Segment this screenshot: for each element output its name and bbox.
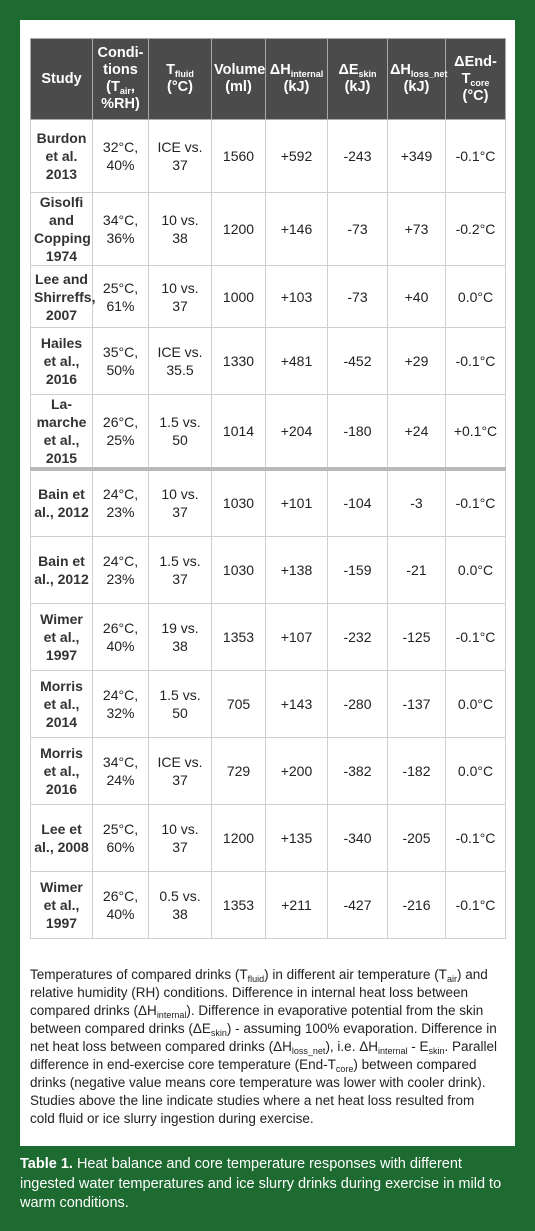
cell-study-line: Lee and — [35, 270, 88, 287]
cell-dh-internal: +592 — [266, 120, 328, 193]
cell-study-line: Copping — [34, 230, 91, 246]
cell-dend-tcore: 0.0°C — [446, 670, 506, 737]
cell-study-line: al., 2008 — [34, 838, 89, 855]
cell-study-line: et al., — [43, 896, 80, 913]
table-row — [31, 193, 506, 266]
cell-volume: 1353 — [212, 871, 266, 938]
cell-study-line: La- — [51, 396, 72, 412]
cell-tfluid-line: 10 vs. 37 — [161, 279, 199, 314]
cell-conditions-line: 40% — [106, 905, 135, 922]
cell-volume: 1014 — [212, 395, 266, 470]
cell-dh-loss-net: -137 — [388, 670, 446, 737]
cell-tfluid — [149, 670, 212, 737]
header-de-skin: $\Delta E_{skin}$ (kJ) — [328, 39, 388, 120]
cell-tfluid — [149, 266, 212, 328]
cell-dh-internal: +135 — [266, 804, 328, 871]
cell-conditions-line: 23% — [106, 570, 135, 587]
header-tfluid: $T_{fluid}$ (°C) — [149, 39, 212, 120]
cell-study — [31, 670, 93, 737]
cell-dend-tcore: -0.2°C — [446, 193, 506, 266]
cell-study — [31, 469, 93, 536]
note-subscript: internal — [377, 1046, 408, 1056]
cell-study-line: Bain et — [38, 552, 85, 569]
cell-conditions-line: 25% — [106, 432, 135, 448]
cell-tfluid — [149, 804, 212, 871]
cell-conditions-line: 61% — [106, 297, 135, 314]
cell-conditions-line: 24% — [106, 771, 135, 788]
cell-volume: 1353 — [212, 603, 266, 670]
note-text: ) between compared drinks (negative value means core temperature was lower with cooler drink). Studies above the line indicate studies where a net heat loss resulted from cold fluid or ice slurry ingestion during exercise. — [30, 1057, 486, 1126]
cell-study — [31, 603, 93, 670]
note-text: ) and relative humidity (RH) conditions. Difference in internal heat loss between compared drinks (ΔH — [30, 967, 488, 1018]
cell-dh-loss-net: +73 — [388, 193, 446, 266]
cell-study-line: al., 2012 — [34, 570, 89, 587]
cell-study-line: Hailes — [40, 335, 83, 351]
cell-conditions — [93, 266, 149, 328]
cell-tfluid — [149, 536, 212, 603]
cell-study-line: Morris — [40, 677, 83, 694]
table-row — [31, 603, 506, 670]
cell-conditions-line: 60% — [106, 838, 135, 855]
note-text: Temperatures of compared drinks (T — [30, 967, 248, 982]
cell-tfluid-line: 35.5 — [166, 362, 194, 378]
cell-study — [31, 871, 93, 938]
cell-de-skin: -382 — [328, 737, 388, 804]
cell-conditions-line: 26°C, — [102, 414, 139, 430]
cell-study-line: Gisolfi — [39, 194, 84, 210]
cell-study-line: and — [49, 212, 74, 228]
cell-conditions-line: 40% — [106, 157, 135, 173]
cell-study-line: et al., — [43, 628, 80, 645]
cell-study-line: et al. — [45, 148, 78, 164]
cell-study-line: 2015 — [45, 450, 78, 466]
cell-tfluid — [149, 120, 212, 193]
header-study: Study — [31, 39, 93, 120]
note-subscript: fluid — [247, 974, 265, 984]
table-row — [31, 804, 506, 871]
cell-study — [31, 266, 96, 328]
cell-volume: 705 — [212, 670, 266, 737]
cell-dend-tcore: 0.0°C — [446, 737, 506, 804]
header-dend-tcore: ΔEnd- $T_{core}$ (°C) — [446, 39, 506, 120]
cell-study — [31, 328, 93, 395]
table-row — [31, 737, 506, 804]
note-text: ) - assuming 100% evaporation. Difference in net heat loss between compared drinks (ΔH — [30, 1021, 497, 1054]
cell-tfluid — [149, 395, 212, 470]
cell-dh-internal: +101 — [266, 469, 328, 536]
table-row — [31, 328, 506, 395]
note-text: ), i.e. ΔH — [325, 1039, 378, 1054]
cell-study-line: 2016 — [45, 780, 78, 797]
cell-conditions-line: 26°C, — [102, 887, 139, 904]
cell-dh-internal: +481 — [266, 328, 328, 395]
cell-volume: 1030 — [212, 536, 266, 603]
note-subscript: skin — [210, 1028, 227, 1038]
cell-conditions-line: 50% — [106, 362, 135, 378]
cell-study-line: Morris — [40, 744, 83, 761]
cell-dh-internal: +204 — [266, 395, 328, 470]
cell-study-line: Bain et — [38, 486, 85, 503]
cell-dend-tcore: -0.1°C — [446, 120, 506, 193]
cell-tfluid-line: 10 vs. 38 — [161, 212, 199, 246]
cell-conditions — [93, 670, 149, 737]
note-text: . Parallel difference in end-exercise core temperature (End-T — [30, 1039, 498, 1072]
cell-conditions-line: 32% — [106, 704, 135, 721]
cell-conditions-line: 23% — [106, 504, 135, 521]
cell-de-skin: -73 — [328, 193, 388, 266]
cell-tfluid — [149, 603, 212, 670]
cell-volume: 729 — [212, 737, 266, 804]
caption-label: Table 1. — [20, 1156, 73, 1172]
cell-conditions — [93, 193, 149, 266]
cell-dend-tcore: 0.0°C — [446, 266, 506, 328]
cell-de-skin: -180 — [328, 395, 388, 470]
cell-study — [31, 193, 93, 266]
cell-study-line: al., 2012 — [34, 504, 89, 521]
cell-de-skin: -159 — [328, 536, 388, 603]
cell-dend-tcore: -0.1°C — [446, 469, 506, 536]
cell-tfluid-line: 1.5 vs. 50 — [159, 686, 201, 721]
cell-study — [31, 120, 93, 193]
cell-dh-internal: +138 — [266, 536, 328, 603]
cell-study-line: et al., — [43, 353, 80, 369]
cell-dh-loss-net: -125 — [388, 603, 446, 670]
cell-study-line: 2007 — [45, 306, 78, 323]
cell-dh-internal: +107 — [266, 603, 328, 670]
cell-study-line: Burdon — [36, 130, 87, 146]
table-row — [31, 670, 506, 737]
cell-study — [31, 804, 93, 871]
cell-volume: 1330 — [212, 328, 266, 395]
note-text: ) in different air temperature (T — [264, 967, 447, 982]
cell-conditions — [93, 328, 149, 395]
cell-study-line: et al., — [43, 695, 80, 712]
cell-study-line: 2013 — [45, 166, 78, 182]
header-dh-internal: $\Delta H_{internal}$ (kJ) — [266, 39, 328, 120]
header-volume: Volume (ml) — [212, 39, 266, 120]
cell-dh-internal: +200 — [266, 737, 328, 804]
cell-study — [31, 536, 93, 603]
cell-tfluid-line: ICE vs. 37 — [157, 139, 203, 173]
cell-conditions — [93, 737, 149, 804]
cell-de-skin: -73 — [328, 266, 388, 328]
cell-study-line: Wimer — [40, 610, 83, 627]
cell-de-skin: -427 — [328, 871, 388, 938]
table-caption — [20, 1155, 520, 1214]
cell-study-line: Shirreffs, — [34, 288, 96, 305]
cell-dh-loss-net: +349 — [388, 120, 446, 193]
note-subscript: skin — [428, 1046, 445, 1056]
cell-study-line: Lee et — [41, 820, 82, 837]
cell-de-skin: -340 — [328, 804, 388, 871]
note-subscript: internal — [156, 1010, 187, 1020]
cell-tfluid-line: 10 vs. 37 — [161, 486, 199, 521]
cell-dh-internal: +146 — [266, 193, 328, 266]
cell-tfluid-line: 10 vs. 37 — [161, 820, 199, 855]
table-note — [30, 966, 500, 1128]
cell-dend-tcore: -0.1°C — [446, 328, 506, 395]
cell-dend-tcore: -0.1°C — [446, 871, 506, 938]
cell-dh-internal: +103 — [266, 266, 328, 328]
cell-volume: 1200 — [212, 193, 266, 266]
cell-conditions-line: 26°C, — [102, 619, 139, 636]
cell-de-skin: -232 — [328, 603, 388, 670]
cell-conditions-line: 40% — [106, 637, 135, 654]
cell-dh-loss-net: +24 — [388, 395, 446, 470]
table-row — [31, 469, 506, 536]
cell-volume: 1560 — [212, 120, 266, 193]
table-row — [31, 395, 506, 470]
cell-conditions-line: 35°C, — [102, 344, 139, 360]
note-subscript: core — [335, 1064, 354, 1074]
table-body — [31, 120, 506, 939]
caption-text: Heat balance and core temperature responses with different ingested water temperatures and ice slurry drinks during exercise in mild to warm conditions. — [20, 1156, 502, 1211]
cell-tfluid-line: 1.5 vs. 50 — [159, 414, 201, 448]
cell-conditions-line: 36% — [106, 230, 135, 246]
cell-conditions-line: 24°C, — [102, 686, 139, 703]
cell-tfluid-line: 19 vs. 38 — [161, 619, 199, 654]
cell-dh-loss-net: +29 — [388, 328, 446, 395]
cell-volume: 1200 — [212, 804, 266, 871]
note-subscript: loss_net — [291, 1046, 326, 1056]
table-panel — [20, 20, 515, 1146]
cell-study-line: 2016 — [45, 371, 78, 387]
cell-conditions — [93, 120, 149, 193]
cell-study — [31, 737, 93, 804]
cell-conditions-line: 25°C, — [102, 279, 139, 296]
cell-tfluid — [149, 469, 212, 536]
cell-study-line: 2014 — [45, 713, 78, 730]
cell-study-line: marche — [36, 414, 87, 430]
cell-tfluid — [149, 328, 212, 395]
table-row — [31, 871, 506, 938]
cell-tfluid-line: ICE vs. 37 — [157, 753, 203, 788]
cell-conditions-line: 24°C, — [102, 486, 139, 503]
cell-conditions-line: 24°C, — [102, 552, 139, 569]
cell-study-line: et al., — [43, 762, 80, 779]
cell-de-skin: -243 — [328, 120, 388, 193]
cell-tfluid — [149, 871, 212, 938]
cell-tfluid-line: 1.5 vs. 37 — [159, 552, 201, 587]
note-subscript: air — [446, 974, 457, 984]
table-row — [31, 266, 506, 328]
cell-dh-loss-net: -205 — [388, 804, 446, 871]
cell-conditions — [93, 395, 149, 470]
cell-dh-loss-net: -21 — [388, 536, 446, 603]
cell-dh-loss-net: -182 — [388, 737, 446, 804]
cell-dend-tcore: -0.1°C — [446, 804, 506, 871]
cell-dh-internal: +211 — [266, 871, 328, 938]
data-table — [30, 38, 506, 939]
cell-conditions — [93, 804, 149, 871]
cell-conditions-line: 34°C, — [102, 753, 139, 770]
cell-dend-tcore: -0.1°C — [446, 603, 506, 670]
header-dh-loss-net: $\Delta H_{loss\_net}$ (kJ) — [388, 39, 446, 120]
cell-study — [31, 395, 93, 470]
header-row — [31, 39, 506, 120]
note-text: - E — [407, 1039, 429, 1054]
table-row — [31, 536, 506, 603]
cell-conditions — [93, 871, 149, 938]
cell-conditions — [93, 536, 149, 603]
cell-study-line: 1997 — [45, 646, 78, 663]
note-text: ). Difference in evaporative potential from the skin between compared drinks (ΔE — [30, 1003, 484, 1036]
cell-study-line: 1997 — [45, 914, 78, 931]
header-conditions: Condi- tions ($T_{air}$, %RH) — [93, 39, 149, 120]
cell-dh-internal: +143 — [266, 670, 328, 737]
cell-de-skin: -452 — [328, 328, 388, 395]
cell-study-line: 1974 — [45, 248, 78, 264]
cell-tfluid-line: ICE vs. — [157, 344, 203, 360]
cell-tfluid-line: 0.5 vs. 38 — [159, 887, 201, 922]
cell-conditions-line: 25°C, — [102, 820, 139, 837]
cell-conditions-line: 34°C, — [102, 212, 139, 228]
table-row — [31, 120, 506, 193]
cell-dh-loss-net: +40 — [388, 266, 446, 328]
cell-tfluid — [149, 193, 212, 266]
cell-dend-tcore: 0.0°C — [446, 536, 506, 603]
cell-study-line: et al., — [43, 432, 80, 448]
cell-dend-tcore: +0.1°C — [446, 395, 506, 470]
cell-de-skin: -280 — [328, 670, 388, 737]
cell-conditions — [93, 603, 149, 670]
cell-tfluid — [149, 737, 212, 804]
cell-conditions — [93, 469, 149, 536]
cell-volume: 1000 — [212, 266, 266, 328]
cell-dh-loss-net: -3 — [388, 469, 446, 536]
cell-de-skin: -104 — [328, 469, 388, 536]
cell-volume: 1030 — [212, 469, 266, 536]
cell-conditions-line: 32°C, — [102, 139, 139, 155]
cell-dh-loss-net: -216 — [388, 871, 446, 938]
cell-study-line: Wimer — [40, 878, 83, 895]
